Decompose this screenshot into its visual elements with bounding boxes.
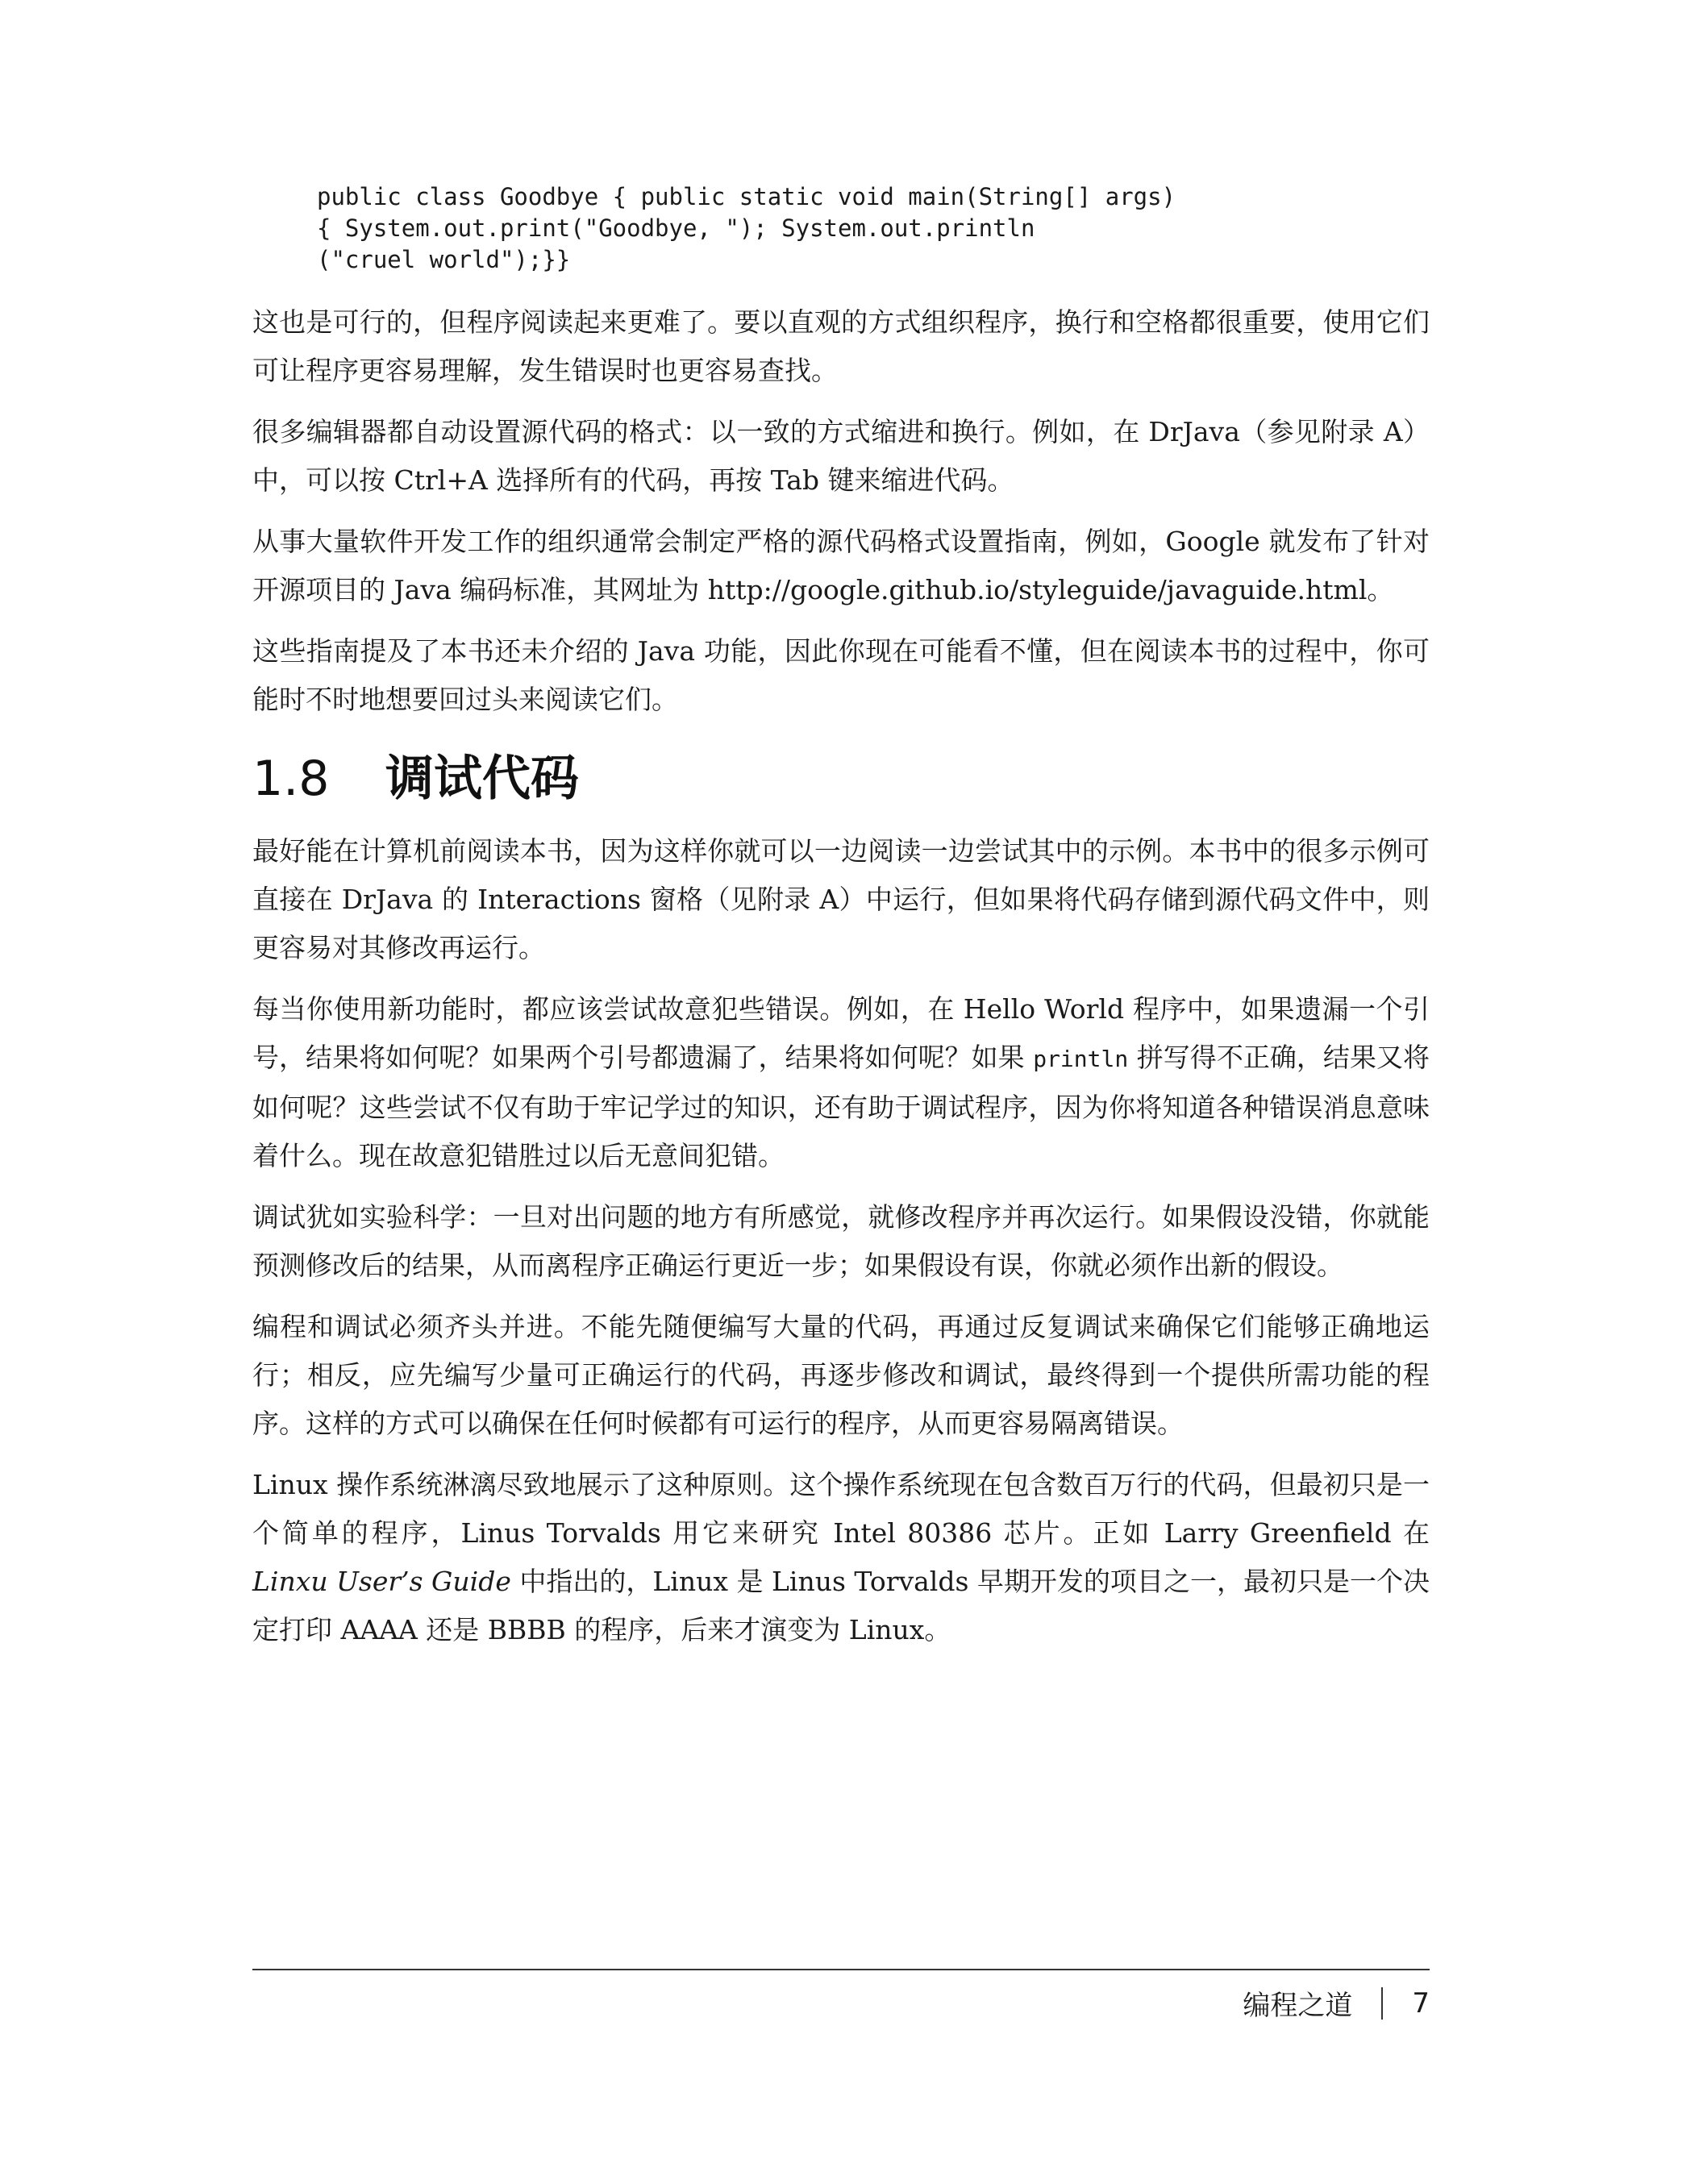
code-line: ("cruel world");}}	[317, 246, 571, 273]
page-content	[252, 181, 1430, 1667]
paragraph: 最好能在计算机前阅读本书，因为这样你就可以一边阅读一边尝试其中的示例。本书中的很多示例可直接在 DrJava 的 Interactions 窗格（见附录 A）中运行，但如果将代码存储到源代码文件中，则更容易对其修改再运行。	[252, 835, 1430, 963]
code-block	[317, 181, 1430, 276]
section-number: 1.8	[252, 751, 330, 807]
code-line: { System.out.print("Goodbye, "); System.out.println	[317, 214, 1035, 242]
footer-divider	[252, 1969, 1430, 1970]
paragraph-text: 拼写得不正确，结果又将如何呢？这些尝试不仅有助于牢记学过的知识，还有助于调试程序，因为你将知道各种错误消息意味着什么。现在故意犯错胜过以后无意间犯错。	[252, 1042, 1430, 1171]
paragraph: 很多编辑器都自动设置源代码的格式：以一致的方式缩进和换行。例如，在 DrJava（参见附录 A）中，可以按 Ctrl+A 选择所有的代码，再按 Tab 键来缩进代码。	[252, 416, 1430, 496]
chapter-title: 编程之道	[1243, 1990, 1353, 2022]
code-line: public class Goodbye { public static void main(String[] args)	[317, 183, 1176, 210]
paragraph: 这些指南提及了本书还未介绍的 Java 功能，因此你现在可能看不懂，但在阅读本书的过程中，你可能时不时地想要回过头来阅读它们。	[252, 635, 1430, 715]
section-heading	[252, 747, 1430, 811]
paragraph	[252, 1461, 1430, 1654]
inline-code: println	[1033, 1046, 1129, 1072]
footer-separator	[1381, 1987, 1383, 2020]
page-footer	[1243, 1983, 1430, 2023]
section-title: 调试代码	[385, 751, 579, 807]
paragraph: 这也是可行的，但程序阅读起来更难了。要以直观的方式组织程序，换行和空格都很重要，使用它们可让程序更容易理解，发生错误时也更容易查找。	[252, 306, 1430, 386]
paragraph: 编程和调试必须齐头并进。不能先随便编写大量的代码，再通过反复调试来确保它们能够正确地运行；相反，应先编写少量可正确运行的代码，再逐步修改和调试，最终得到一个提供所需功能的程序。这样的方式可以确保在任何时候都有可运行的程序，从而更容易隔离错误。	[252, 1311, 1430, 1439]
paragraph	[252, 985, 1430, 1180]
paragraph: 调试犹如实验科学：一旦对出问题的地方有所感觉，就修改程序并再次运行。如果假设没错，你就能预测修改后的结果，从而离程序正确运行更近一步；如果假设有误，你就必须作出新的假设。	[252, 1201, 1430, 1281]
paragraph: 从事大量软件开发工作的组织通常会制定严格的源代码格式设置指南，例如，Google 就发布了针对开源项目的 Java 编码标准，其网址为 http://google.github.io/styleguide/javaguide.html。	[252, 526, 1430, 605]
paragraph-text: Linux 操作系统淋漓尽致地展示了这种原则。这个操作系统现在包含数百万行的代码，但最初只是一个简单的程序，Linus Torvalds 用它来研究 Intel 80386 芯片。正如 Larry Greenfield 在	[252, 1469, 1430, 1549]
paragraph-text: 中指出的，Linux 是 Linus Torvalds 早期开发的项目之一，最初只是一个决定打印 AAAA 还是 BBBB 的程序，后来才演变为 Linux。	[252, 1566, 1430, 1645]
paragraph-text: 每当你使用新功能时，都应该尝试故意犯些错误。例如，在 Hello World 程序中，如果遗漏一个引号，结果将如何呢？如果两个引号都遗漏了，结果将如何呢？如果	[252, 993, 1430, 1073]
page-number: 7	[1412, 1986, 1430, 2020]
book-title: Linxu User’s Guide	[252, 1566, 511, 1597]
